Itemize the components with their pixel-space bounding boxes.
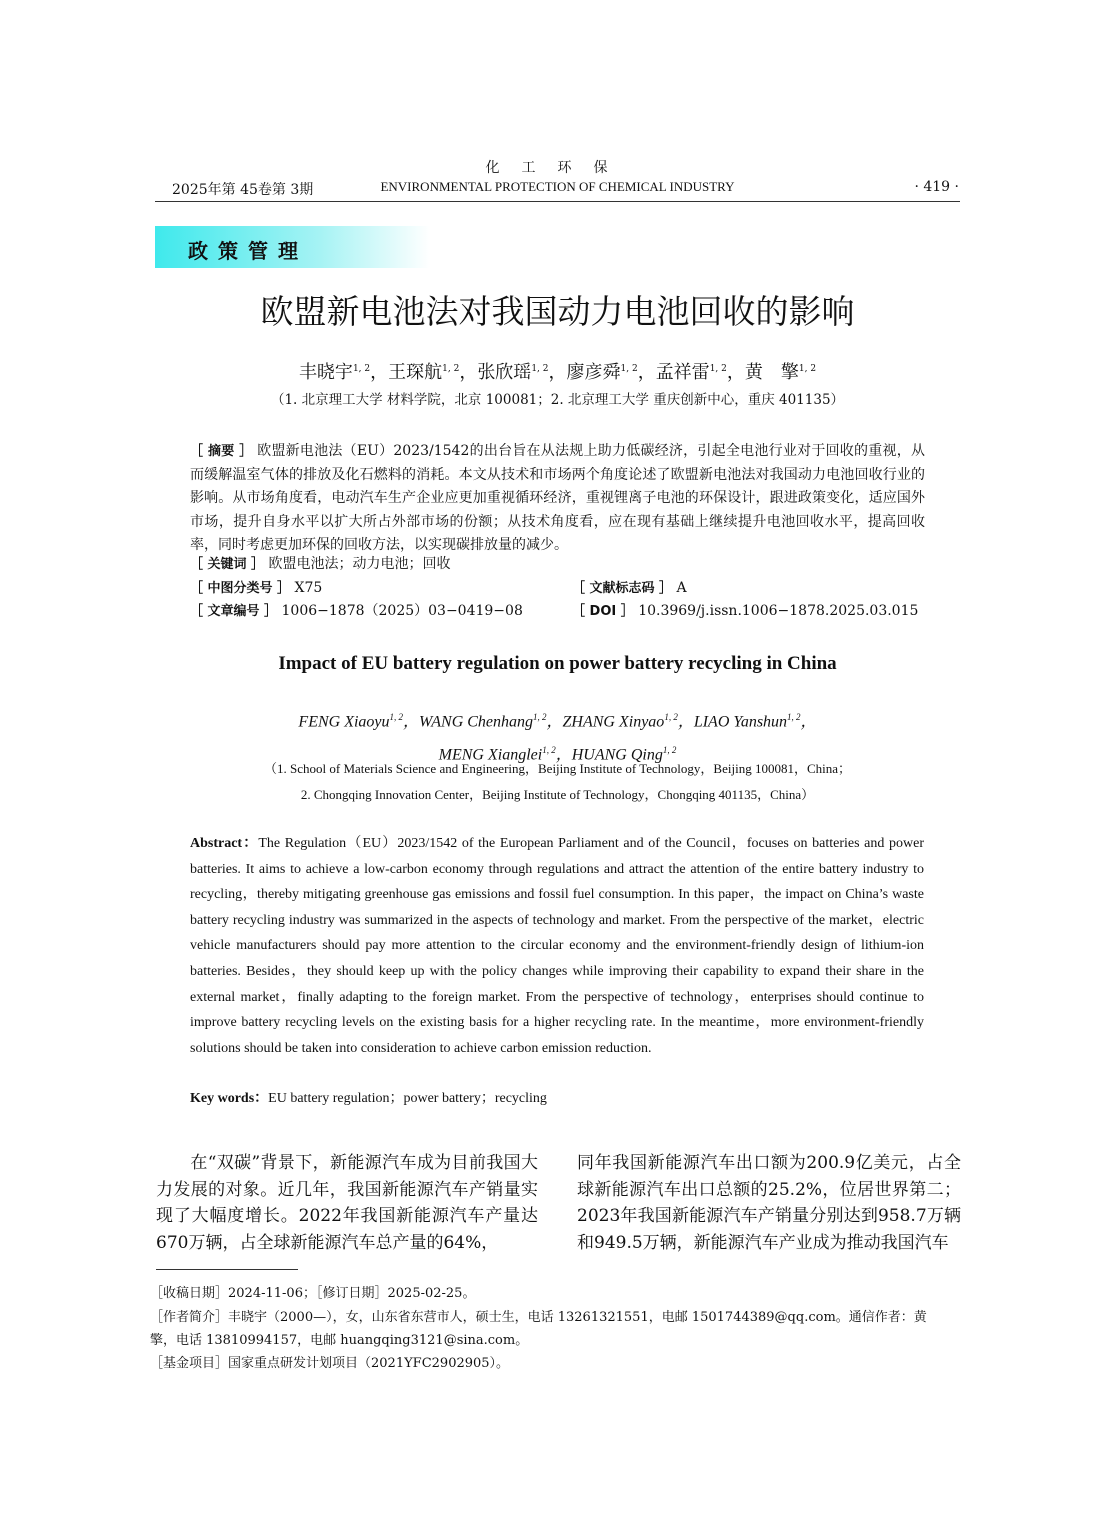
keywords-en-text: EU battery regulation；power battery；recycling (268, 1091, 547, 1106)
fund-text: 国家重点研发计划项目（2021YFC2902905）。 (228, 1356, 510, 1371)
clc-number (190, 577, 322, 596)
body-column-left (156, 1150, 538, 1256)
clc-value: X75 (294, 580, 323, 596)
journal-title-cn: 化工环保 (485, 160, 630, 176)
author-en-separator: ， (546, 713, 563, 731)
footnote-author (150, 1306, 950, 1352)
article-number-label: ［ 文章编号 ］ (190, 604, 278, 619)
abstract-cn-text: 欧盟新电池法（EU）2023/1542的出台旨在从法规上助力低碳经济，引起全电池行业对于回收的重视，从而缓解温室气体的排放及化石燃料的消耗。本文从技术和市场两个角度论述了欧盟新电池法对我国动力电池回收行业的影响。从市场角度看，电动汽车生产企业应更加重视循环经济，重视锂离子电池的环保设计，跟进政策变化，适应国外市场，提升自身水平以扩大所占外部市场的份额；从技术角度看，应在现有基础上继续提升电池回收水平，提高回收率，同时考虑更加环保的回收方法，以实现碳排放量的减少。 (190, 443, 926, 553)
author-bio-label: ［作者简介］ (150, 1310, 229, 1325)
author-cn-separator: ， (637, 362, 656, 383)
document-code (572, 577, 687, 596)
keywords-cn-text: 欧盟电池法；动力电池；回收 (268, 556, 451, 572)
section-label: 政策管理 (188, 239, 308, 263)
revised-date: 2025-02-25。 (387, 1286, 476, 1301)
abstract-en (190, 831, 924, 1061)
affiliations-cn: （1. 北京理工大学 材料学院，北京 100081；2. 北京理工大学 重庆创新中心，重庆 401135） (270, 392, 845, 408)
author-cn-affiliation-mark: 1, 2 (798, 364, 817, 374)
author-en-separator: ， (800, 713, 817, 731)
author-en-name: ZHANG Xinyao (562, 713, 665, 731)
document-code-label: ［ 文献标志码 ］ (572, 581, 673, 596)
page-number: · 419 · (914, 179, 959, 195)
author-en-name: WANG Chenhang (419, 713, 534, 731)
author-en-name: MENG Xianglei (438, 746, 543, 764)
author-cn-affiliation-mark: 1, 2 (442, 364, 460, 374)
article-number-value: 1006−1878（2025）03−0419−08 (281, 603, 523, 619)
affiliation-en-2: 2. Chongqing Innovation Center，Beijing Institute of Technology，Chongqing 401135，China） (300, 787, 815, 802)
author-en-affiliation-mark: 1, 2 (662, 745, 677, 756)
author-cn-separator: ， (726, 362, 745, 383)
author-cn-affiliation-mark: 1, 2 (352, 364, 371, 374)
author-en-separator: ， (403, 713, 420, 731)
authors-en-line-1 (0, 703, 1115, 736)
footnote-dates (150, 1282, 950, 1305)
doi-label: ［ DOI ］ (572, 604, 634, 619)
article-title-en: Impact of EU battery regulation on power battery recycling in China (278, 653, 837, 674)
abstract-cn (190, 440, 925, 558)
author-cn-affiliation-mark: 1, 2 (709, 364, 727, 374)
author-en-affiliation-mark: 1, 2 (542, 745, 556, 756)
body-left-text: 在“双碳”背景下，新能源汽车成为目前我国大力发展的对象。近几年，我国新能源汽车产销量实现了大幅度增长。2022年我国新能源汽车产量达670万辆，占全球新能源汽车总产量的64%， (156, 1153, 538, 1253)
doi-value: 10.3969/j.issn.1006−1878.2025.03.015 (638, 603, 919, 619)
author-en-affiliation-mark: 1, 2 (533, 712, 547, 722)
author-en-name: HUANG Qing (571, 746, 663, 764)
author-en-affiliation-mark: 1, 2 (664, 712, 678, 722)
affiliation-en-1: （1. School of Materials Science and Engineering，Beijing Institute of Technology，Beijing 100081，China； (264, 761, 851, 776)
author-cn-name: 黄 擎 (744, 362, 799, 383)
author-cn-affiliation-mark: 1, 2 (531, 364, 549, 374)
clc-label: ［ 中图分类号 ］ (190, 581, 291, 596)
journal-title-en: ENVIRONMENTAL PROTECTION OF CHEMICAL INDUSTRY (380, 179, 735, 194)
received-label: ［收稿日期］ (150, 1286, 229, 1301)
footnote-rule (156, 1269, 298, 1270)
author-en-affiliation-mark: 1, 2 (389, 712, 404, 722)
footnote-fund (150, 1352, 950, 1375)
author-cn-separator: ， (370, 362, 389, 383)
keywords-en-label: Key words： (190, 1091, 269, 1106)
keywords-cn (190, 553, 451, 573)
keywords-en (190, 1087, 547, 1107)
author-cn-name: 孟祥雷 (655, 362, 710, 383)
author-cn-separator: ， (548, 362, 567, 383)
fund-label: ［基金项目］ (150, 1356, 229, 1371)
author-en-affiliation-mark: 1, 2 (787, 712, 801, 722)
abstract-en-label: Abstract： (190, 836, 259, 851)
keywords-cn-label: ［ 关键词 ］ (190, 557, 265, 572)
received-date: 2024-11-06； (228, 1286, 316, 1301)
doi (572, 600, 918, 619)
author-en-separator: ， (677, 713, 694, 731)
author-cn-name: 丰晓宇 (298, 362, 353, 383)
author-en-separator: ， (555, 746, 572, 764)
body-column-right: 同年我国新能源汽车出口额为200.9亿美元，占全球新能源汽车出口总额的25.2%，位居世界第二；2023年我国新能源汽车产销量分别达到958.7万辆和949.5万辆，新能源汽车产业成为推动我国汽车 (577, 1153, 961, 1253)
article-number (190, 600, 523, 620)
header-rule (155, 201, 960, 202)
author-cn-name: 王琛航 (388, 362, 443, 383)
abstract-en-text: The Regulation（EU）2023/1542 of the European Parliament and of the Council，focuses on batteries and power batteries. It aims to achieve a low-carbon economy through regulations and attract the attention of the entire battery industry to recycling，thereby mitigating greenhouse gas emissions and fossil fuel consumption. In this paper，the impact on China’s waste battery recycling industry was summarized in the aspects of technology and market. From the perspective of the market，electric vehicle manufacturers should pay more attention to the circular economy and the environment-friendly design of lithium-ion batteries. Besides，they should keep up with the policy changes while improving their capability to expand their share in the external market，finally adapting to the foreign market. From the perspective of technology，enterprises should continue to improve battery recycling levels on the existing basis for a higher recycling rate. In the meantime，more environment-friendly solutions should be taken into consideration to achieve carbon emission reduction. (190, 836, 924, 1056)
author-en-name: LIAO Yanshun (693, 713, 788, 731)
affiliations-en (0, 756, 1115, 808)
document-code-value: A (676, 580, 687, 596)
authors-cn (0, 358, 1115, 384)
author-bio: 丰晓宇（2000—），女，山东省东营市人，硕士生，电话 13261321551，电邮 1501744389@qq.com。通信作者：黄擎，电话 13810994157，电邮 huangqing3121@sina.com。 (150, 1310, 927, 1348)
author-cn-name: 张欣瑶 (477, 362, 532, 383)
author-en-name: FENG Xiaoyu (298, 713, 390, 731)
author-cn-affiliation-mark: 1, 2 (620, 364, 638, 374)
abstract-cn-label: ［ 摘要 ］ (190, 444, 253, 459)
article-title-cn: 欧盟新电池法对我国动力电池回收的影响 (260, 292, 855, 331)
author-cn-separator: ， (459, 362, 478, 383)
issue-info: 2025年第 45卷第 3期 (172, 182, 314, 198)
revised-label: ［修订日期］ (315, 1286, 388, 1301)
author-cn-name: 廖彦舜 (566, 362, 621, 383)
